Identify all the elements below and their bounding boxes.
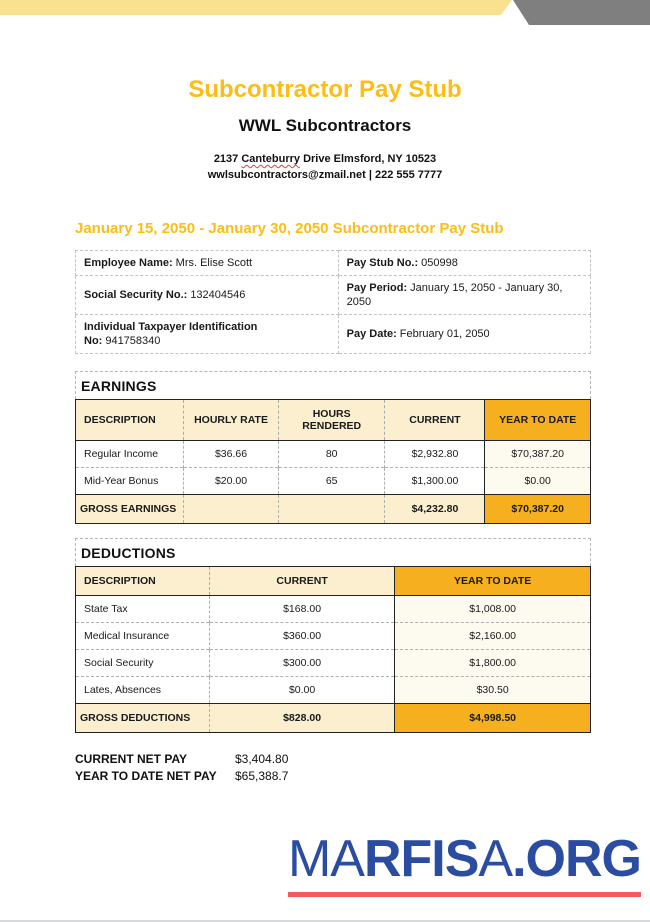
gross-earnings-current: $4,232.80	[385, 494, 485, 523]
marfisa-logo	[288, 831, 641, 897]
earnings-ytd: $0.00	[485, 467, 591, 494]
gross-deductions-current: $828.00	[209, 703, 394, 732]
employee-name-cell: Employee Name: Mrs. Elise Scott	[76, 250, 339, 275]
table-row	[76, 649, 591, 676]
pay-period-cell: Pay Period: January 15, 2050 - January 30, 2050	[338, 275, 590, 314]
logo-underline	[288, 892, 641, 897]
address-line: 2137 Canteburry Drive Elmsford, NY 10523	[213, 152, 437, 165]
table-row	[76, 275, 591, 314]
column-header: HOURS RENDERED	[278, 399, 385, 440]
earnings-current: $2,932.80	[385, 440, 485, 467]
earnings-section	[75, 371, 591, 524]
deduction-description: Medical Insurance	[76, 622, 210, 649]
deduction-ytd: $30.50	[395, 676, 591, 703]
column-header: CURRENT	[385, 399, 485, 440]
content-column	[75, 220, 591, 785]
company-address	[0, 151, 650, 183]
table-row	[76, 467, 591, 494]
contact-line: wwlsubcontractors@zmail.net | 222 555 7777	[207, 168, 443, 181]
current-net-pay-row	[75, 751, 591, 768]
marfisa-logo-text: MARFISA.ORG	[287, 830, 641, 888]
deductions-table	[75, 566, 591, 733]
ytd-net-pay-label: YEAR TO DATE NET PAY	[75, 768, 217, 783]
gross-earnings-row	[76, 494, 591, 523]
spacer-cell	[278, 494, 385, 523]
column-header: CURRENT	[209, 566, 394, 595]
current-net-pay-label: CURRENT NET PAY	[75, 751, 188, 766]
company-name: WWL Subcontractors	[238, 115, 412, 135]
table-row	[76, 595, 591, 622]
earnings-hours: 65	[278, 467, 385, 494]
period-heading: January 15, 2050 - January 30, 2050 Subcontractor Pay Stub	[75, 219, 504, 237]
deductions-section	[75, 538, 591, 733]
earnings-current: $1,300.00	[385, 467, 485, 494]
deduction-ytd: $1,008.00	[395, 595, 591, 622]
pay-stub-no-cell: Pay Stub No.: 050998	[338, 250, 590, 275]
deduction-ytd: $1,800.00	[395, 649, 591, 676]
earnings-hours: 80	[278, 440, 385, 467]
gross-deductions-ytd: $4,998.50	[395, 703, 591, 732]
net-pay-summary	[75, 751, 591, 785]
earnings-hourly-rate: $36.66	[184, 440, 279, 467]
deduction-ytd: $2,160.00	[395, 622, 591, 649]
ytd-net-pay-value: $65,388.7	[235, 768, 289, 783]
earnings-table	[75, 399, 591, 524]
gross-deductions-label: GROSS DEDUCTIONS	[76, 703, 210, 732]
deductions-section-title: DEDUCTIONS	[81, 544, 176, 561]
ssn-cell: Social Security No.: 132404546	[76, 275, 339, 314]
column-header: HOURLY RATE	[184, 399, 279, 440]
column-header: DESCRIPTION	[76, 566, 210, 595]
table-row	[76, 314, 591, 353]
column-header-ytd: YEAR TO DATE	[395, 566, 591, 595]
deduction-current: $168.00	[209, 595, 394, 622]
deduction-description: Lates, Absences	[76, 676, 210, 703]
column-header: DESCRIPTION	[76, 399, 184, 440]
deduction-current: $0.00	[209, 676, 394, 703]
deduction-description: State Tax	[76, 595, 210, 622]
deduction-current: $360.00	[209, 622, 394, 649]
earnings-description: Mid-Year Bonus	[76, 467, 184, 494]
spacer-cell	[184, 494, 279, 523]
itin-cell: Individual Taxpayer Identification No: 941758340	[76, 314, 339, 353]
earnings-description: Regular Income	[76, 440, 184, 467]
column-header-ytd: YEAR TO DATE	[485, 399, 591, 440]
table-row	[76, 440, 591, 467]
gross-earnings-label: GROSS EARNINGS	[76, 494, 184, 523]
deductions-header-row	[76, 566, 591, 595]
current-net-pay-value: $3,404.80	[235, 751, 289, 766]
table-row	[76, 622, 591, 649]
earnings-header-row	[76, 399, 591, 440]
gross-earnings-ytd: $70,387.20	[485, 494, 591, 523]
ytd-net-pay-row	[75, 768, 591, 785]
deduction-current: $300.00	[209, 649, 394, 676]
earnings-section-title: EARNINGS	[81, 377, 157, 394]
table-row	[76, 676, 591, 703]
misspelled-word: Canteburry	[241, 152, 301, 165]
table-row	[76, 250, 591, 275]
employee-info-table	[75, 250, 591, 354]
earnings-hourly-rate: $20.00	[184, 467, 279, 494]
deduction-description: Social Security	[76, 649, 210, 676]
pay-date-cell: Pay Date: February 01, 2050	[338, 314, 590, 353]
earnings-ytd: $70,387.20	[485, 440, 591, 467]
document-header	[0, 0, 650, 183]
gross-deductions-row	[76, 703, 591, 732]
page-title: Subcontractor Pay Stub	[188, 76, 462, 103]
